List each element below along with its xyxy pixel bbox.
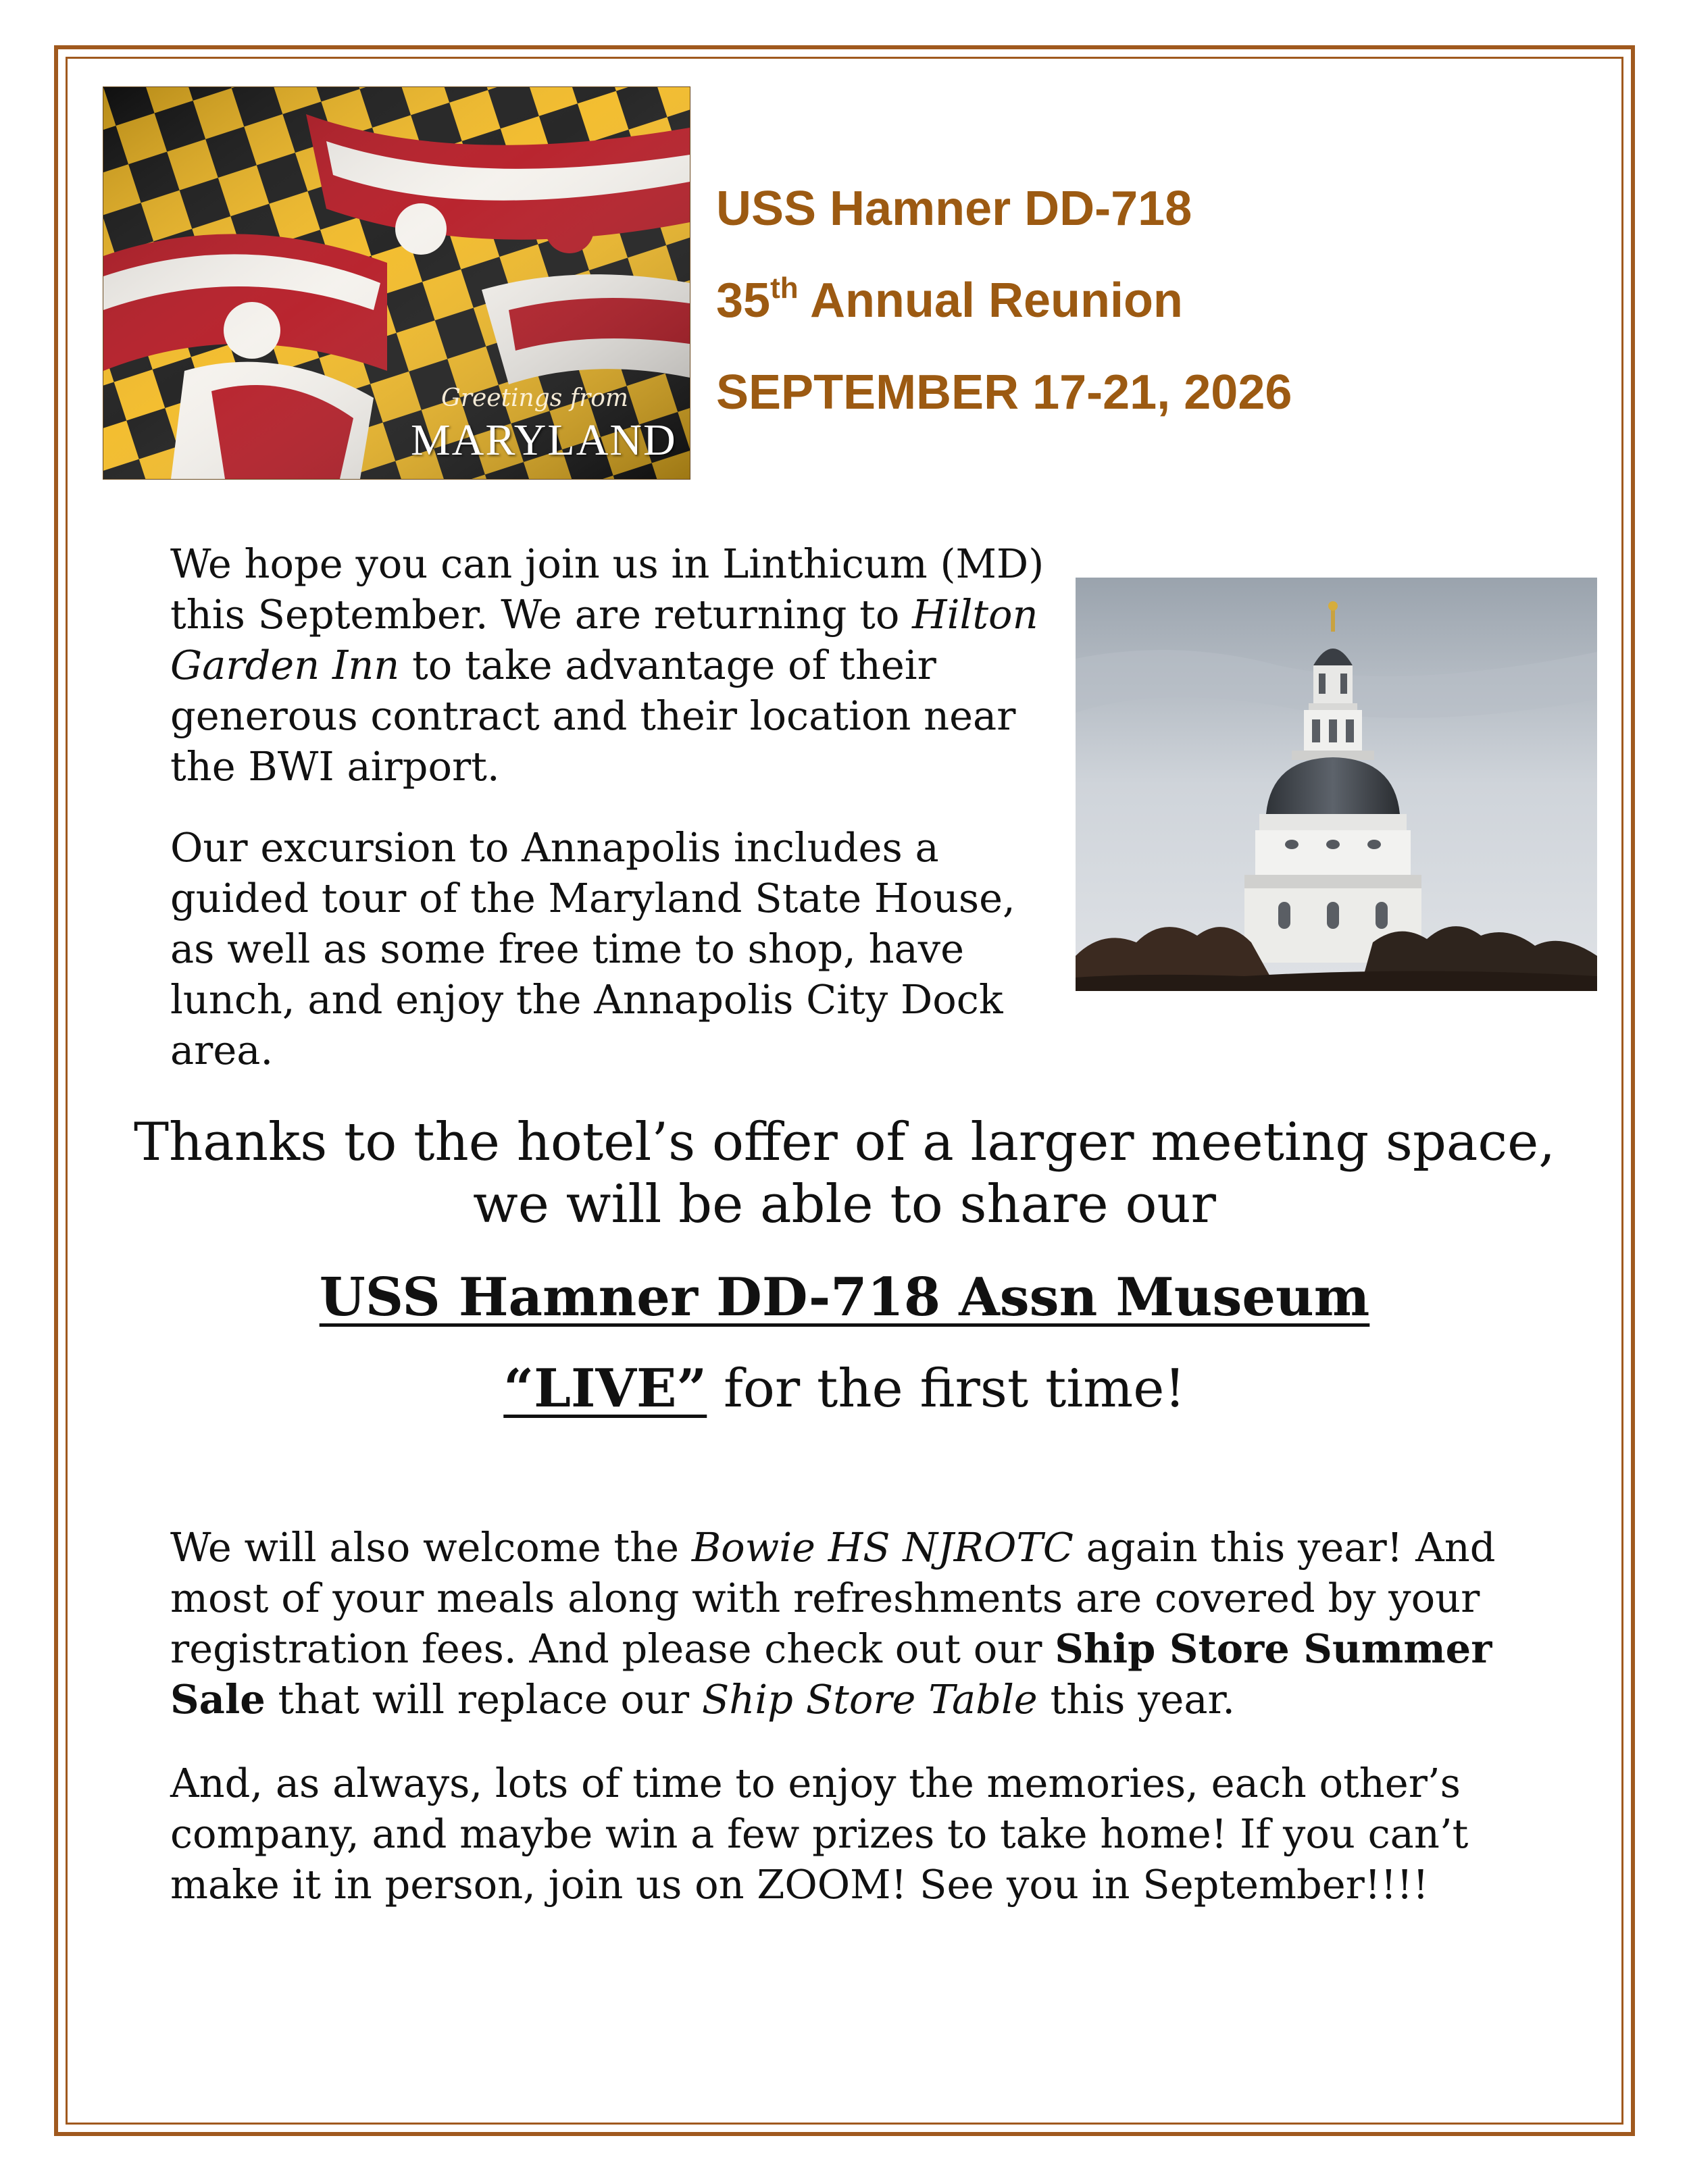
live-rest: for the first time! xyxy=(707,1358,1186,1419)
school-name: Bowie HS NJROTC xyxy=(691,1524,1074,1571)
excursion-paragraph: Our excursion to Annapolis includes a guided tour of the Maryland State House, as well as some free time to shop, have lunch, and enjoy the Annapolis City Dock area. xyxy=(170,824,1015,1073)
reunion-number: 35 xyxy=(716,274,771,328)
welcome-text-c: that will replace our xyxy=(265,1676,702,1723)
reunion-dates-heading: SEPTEMBER 17-21, 2026 xyxy=(716,365,1292,420)
intro-text-b: to take advantage of their generous contract and their location near the BWI airport. xyxy=(170,642,1016,790)
reunion-label: Annual Reunion xyxy=(798,274,1183,328)
welcome-text-d: this year. xyxy=(1037,1676,1235,1723)
intro-text-a: We hope you can join us in Linthicum (MD) this September. We are returning to xyxy=(170,540,1044,638)
closing-paragraph: And, as always, lots of time to enjoy the memories, each other’s company, and maybe win a few prizes to take home! If you can’t make it in person, join us on ZOOM! See you in September!!!! xyxy=(170,1760,1469,1908)
hotel-name: Hilton Garden Inn xyxy=(170,591,1038,688)
welcome-paragraph xyxy=(170,1522,1528,1725)
announcement-line-2: we will be able to share our xyxy=(473,1174,1216,1235)
live-word: “LIVE” xyxy=(503,1358,707,1419)
ship-store-table: Ship Store Table xyxy=(701,1676,1038,1723)
reunion-heading xyxy=(716,273,1183,328)
ship-name-heading: USS Hamner DD-718 xyxy=(716,182,1192,236)
state-house-photo xyxy=(1076,578,1597,991)
maryland-flag-image xyxy=(103,86,690,480)
reunion-ordinal-suffix: th xyxy=(770,272,799,305)
flag-greeting-text: Greetings from xyxy=(441,384,629,412)
welcome-text-b: again this year! And most of your meals along with refreshments are covered by your registration fees. And please check out our xyxy=(170,1524,1496,1672)
announcement-line-1: Thanks to the hotel’s offer of a larger meeting space, xyxy=(133,1112,1556,1173)
live-announcement xyxy=(68,1358,1621,1419)
intro-paragraph xyxy=(170,538,1069,792)
ship-store-sale: Ship Store Summer Sale xyxy=(170,1625,1492,1723)
museum-title: USS Hamner DD-718 Assn Museum xyxy=(319,1267,1370,1328)
meeting-space-announcement xyxy=(68,1111,1621,1236)
flag-state-name: MARYLAND xyxy=(411,415,677,465)
welcome-text-a: We will also welcome the xyxy=(170,1524,692,1571)
